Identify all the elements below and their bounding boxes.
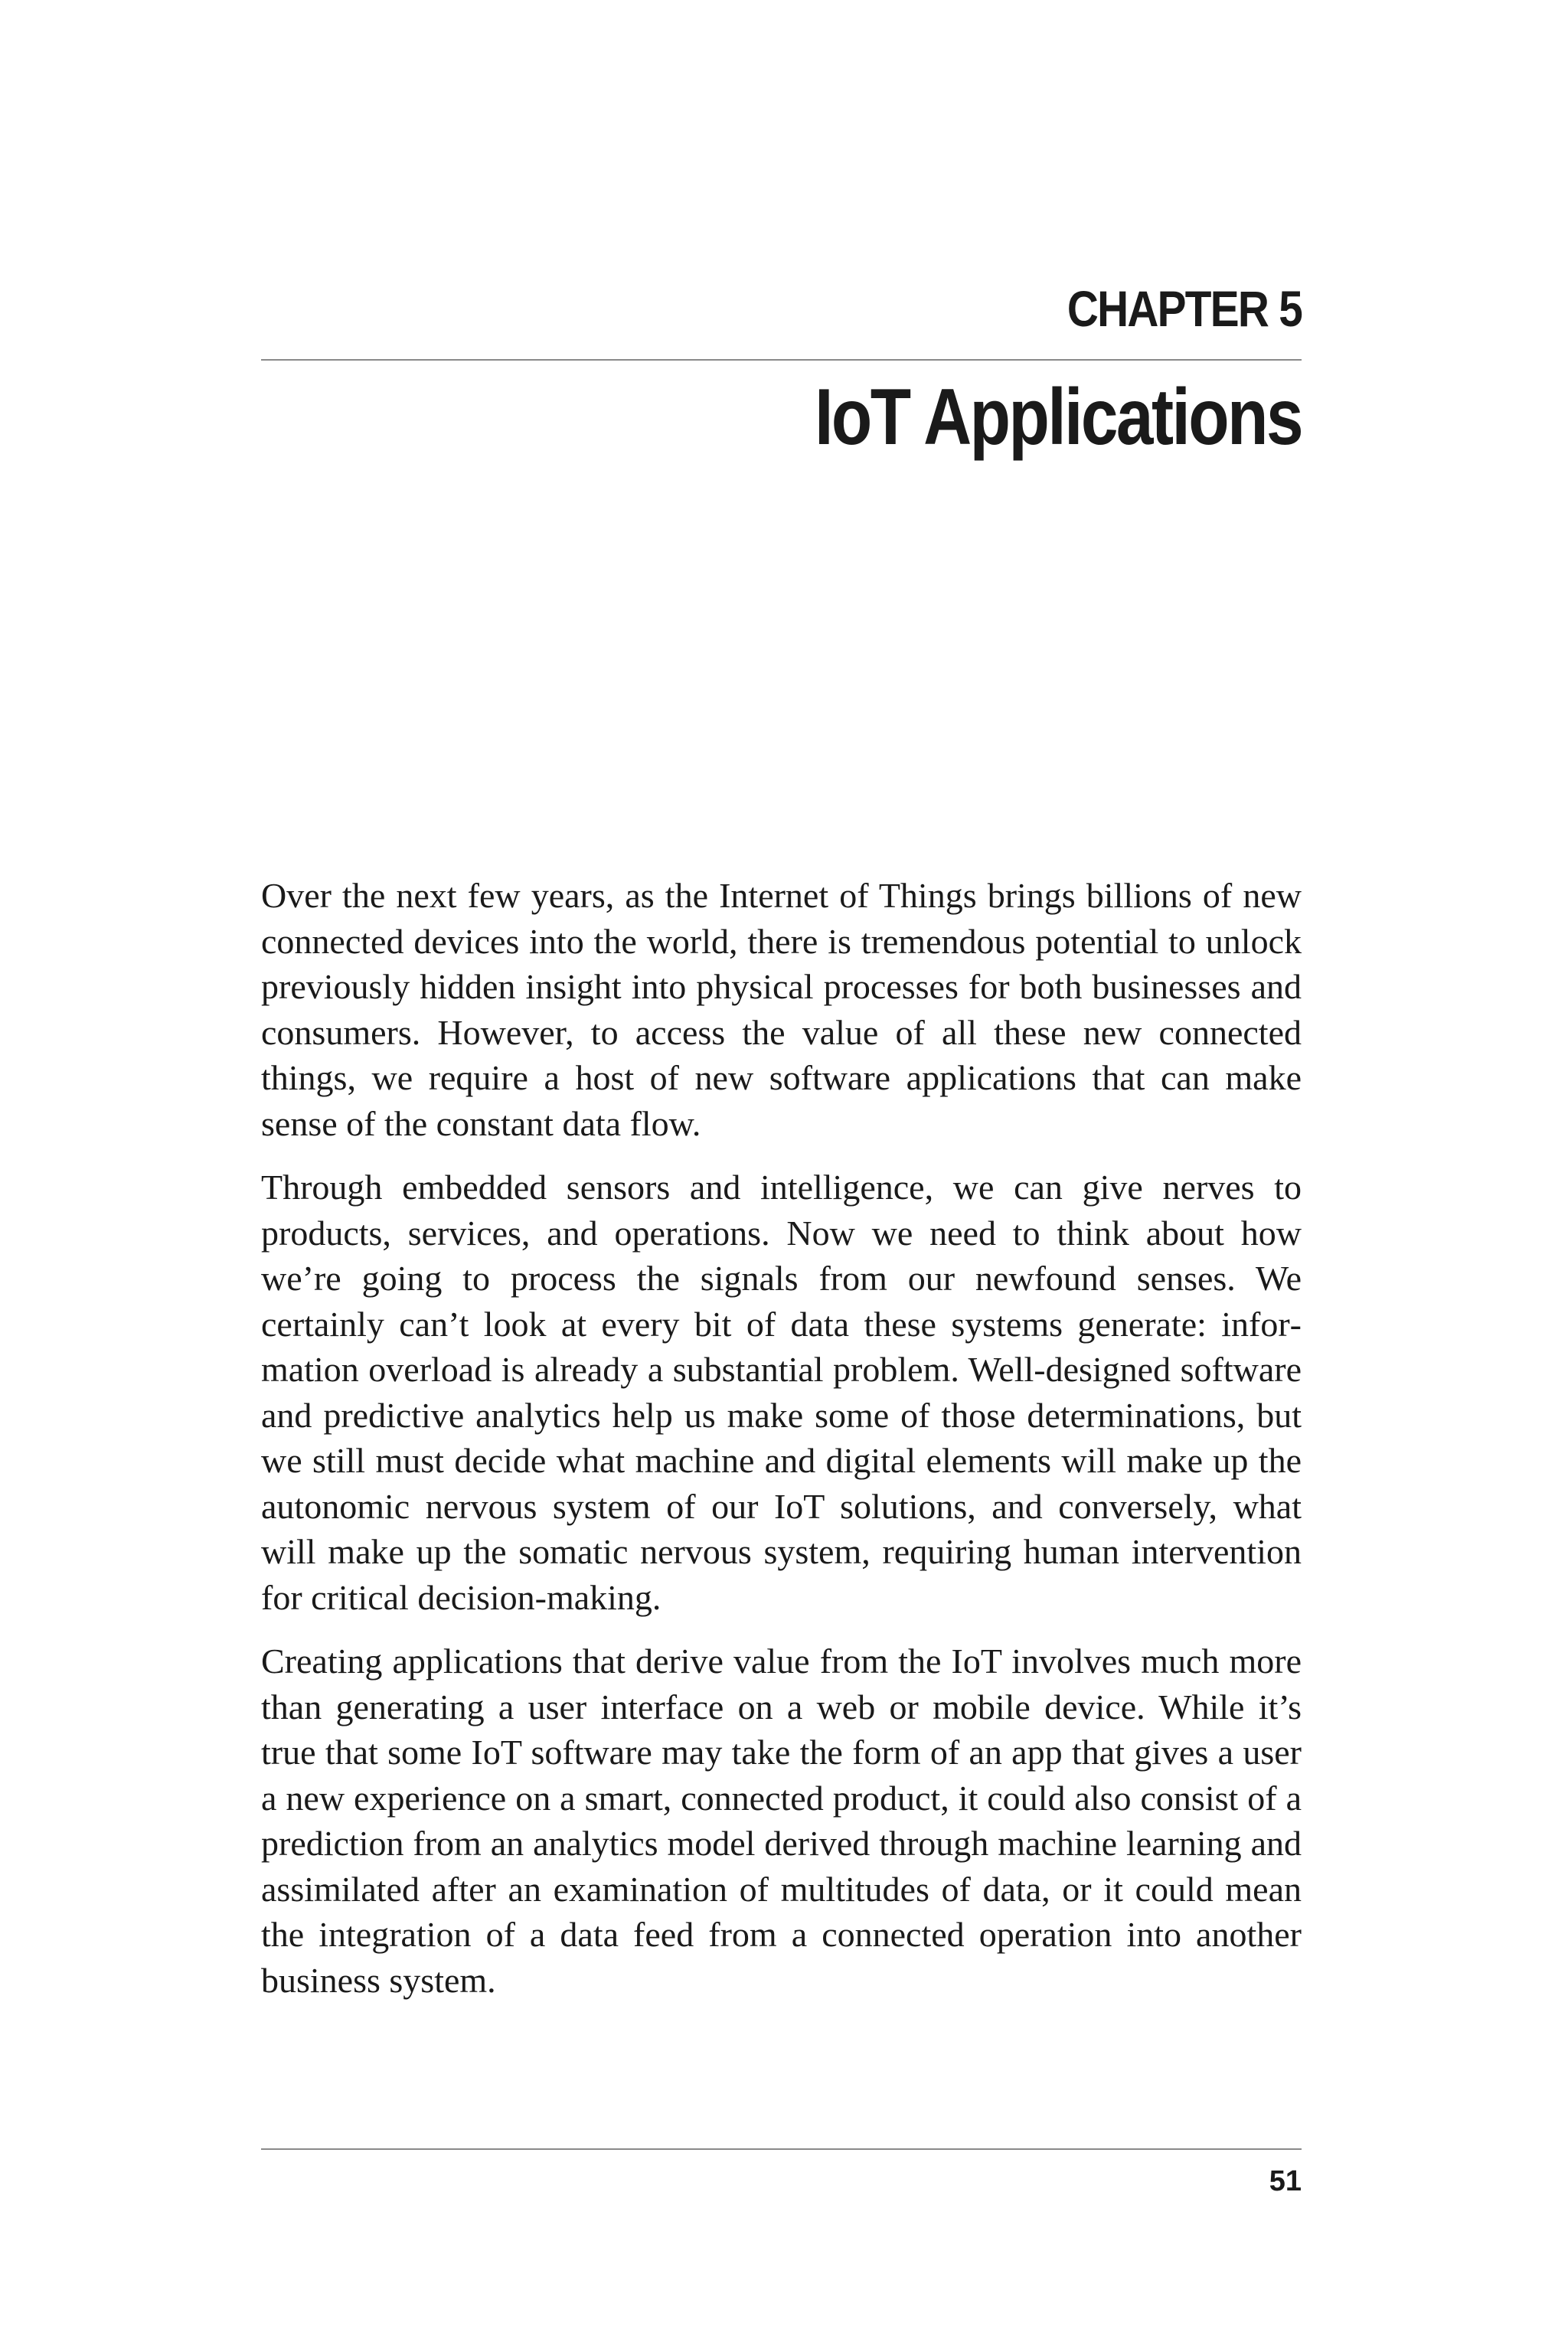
chapter-divider [261, 359, 1302, 361]
body-paragraph-1: Over the next few years, as the Internet of Things brings billions of new connected devices into the world, there is tremendous potential to unlock previously hidden insight into physical processes for both businesses and consumers. However, to access the value of all these new connected things, we require a host of new software applications that can make sense of the constant data flow. [261, 876, 1302, 1143]
body-paragraph-3: Creating applications that derive value from the IoT involves much more than generating a user interface on a web or mobile device. While it’s true that some IoT software may take the form of an app that gives a user a new experience on a smart, connected product, it could also consist of a prediction from an analytics model derived through machine learning and assimilated after an examination of multitudes of data, or it could mean the integration of a data feed from a connected operation into another business system. [261, 1642, 1302, 2000]
chapter-title: IoT Applications [815, 373, 1302, 462]
page-number: 51 [1269, 2165, 1302, 2197]
body-paragraph-2: Through embedded sensors and intelligence, we can give nerves to products, services, and operations. Now we need to think about how we’re going to process the signals from our newfound senses. We certainly can’t look at every bit of data these systems generate: information overload is already a substantial problem. Well-designed software and predictive analytics help us make some of those determinations, but we still must decide what machine and digital elements will make up the autonomic nervous system of our IoT solutions, and conversely, what will make up the somatic nervous system, requiring human intervention for critical decision-making. [261, 1168, 1302, 1617]
chapter-label: CHAPTER 5 [1067, 280, 1302, 337]
chapter-body [261, 873, 1302, 2021]
footer-divider [261, 2148, 1302, 2150]
